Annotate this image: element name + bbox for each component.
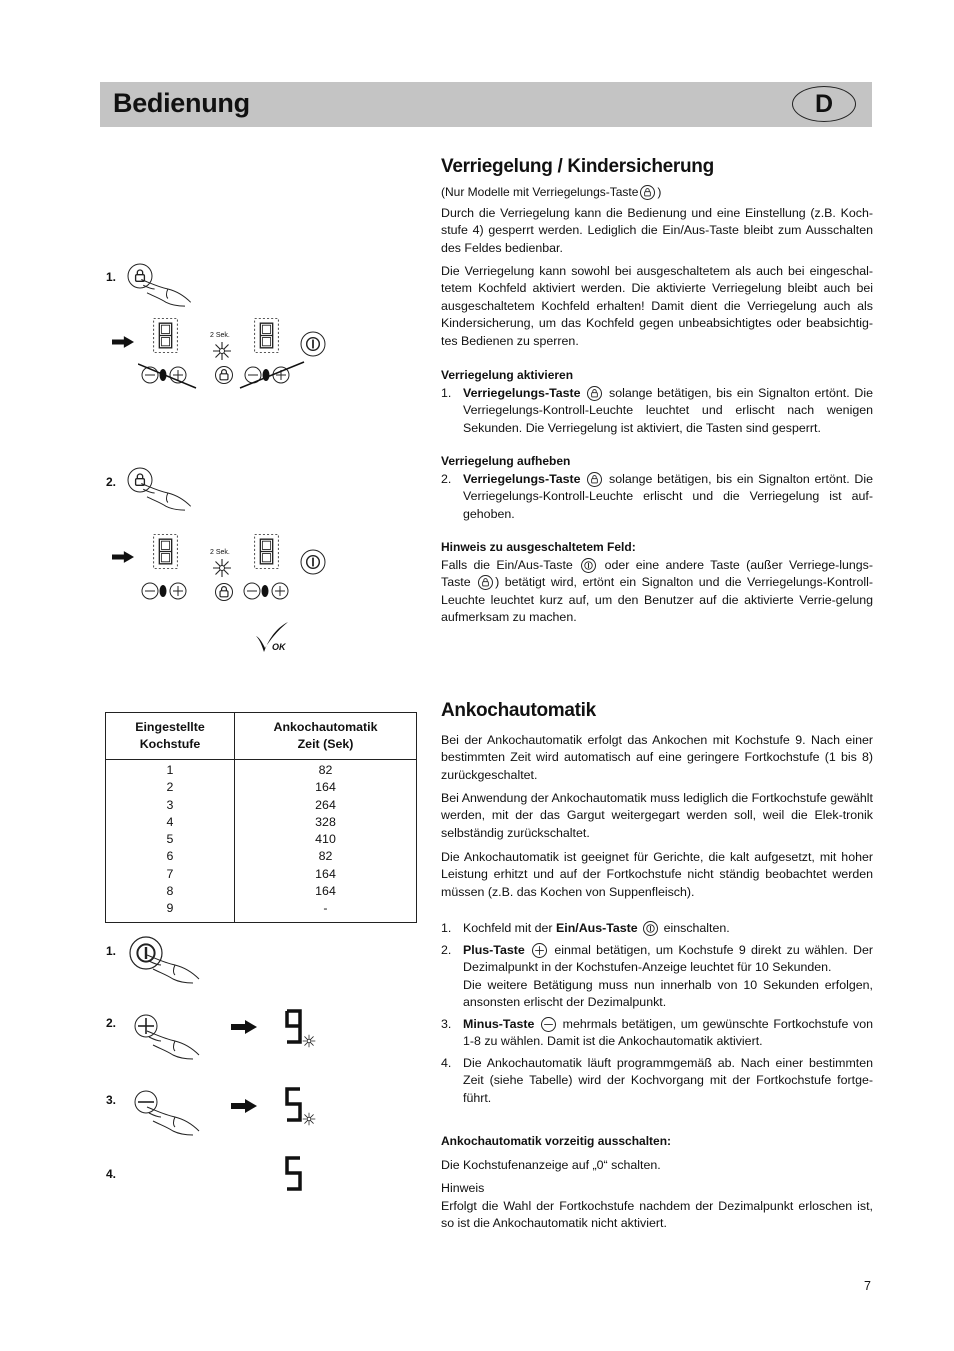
display-digit-icon: [254, 318, 279, 353]
table-row: [106, 900, 417, 922]
crossed-control-panel-icon: [138, 360, 198, 390]
table-row: [106, 883, 417, 900]
arrow-right-icon: [231, 1020, 257, 1034]
table-row: [106, 866, 417, 883]
auto-boil-table: [105, 712, 417, 923]
ok-label: OK: [272, 642, 286, 652]
table-cell: 410: [235, 831, 417, 848]
table-row: [106, 797, 417, 814]
table-row: [106, 779, 417, 796]
arrow-right-icon: [231, 1099, 257, 1113]
table-cell: 82: [235, 760, 417, 780]
display-digit-icon: [254, 534, 279, 569]
hint-paragraph: Falls die Ein/Aus-Taste oder eine andere Taste (außer Verriege-lungs-Taste ) betätigt wird, ertönt ein Signalton und die Verriegelungs-Kontroll-Leuchte leuchtet kurz auf, um den Benutzer auf die aktivierte Verrie-gelung aufmerksam zu machen.: [441, 558, 874, 625]
finger-press-power-icon: [128, 935, 204, 985]
table-cell: 6: [106, 848, 235, 865]
control-panel-icon: [141, 581, 191, 601]
lock-icon: [587, 386, 602, 401]
table-cell: 4: [106, 814, 235, 831]
power-icon: [643, 921, 658, 936]
table-cell: 8: [106, 883, 235, 900]
finger-press-minus-icon: [133, 1089, 203, 1137]
activate-step: 1. Verriegelungs-Taste solange betätigen, bis ein Signalton ertönt. Die Verriegelungs-Kontroll-Leuchte leuchtet und erlischt nach wenigen Sekunden. Die Verriegelung ist aktiviert, die Tasten sind gesperrt.: [441, 386, 873, 435]
display-nine-dot-icon: [284, 1008, 318, 1052]
power-button-icon: [300, 549, 326, 575]
page-number: 7: [864, 1279, 871, 1293]
auto-step-4: 4. Die Ankochautomatik läuft programmgemäß ab. Nach einer bestimmten Zeit (siehe Tabelle) wird der Kochvorgang mit der Fortkochstufe fortge-führt.: [441, 1056, 873, 1105]
arrow-right-icon: [112, 550, 134, 564]
lock-paragraph-1: Durch die Verriegelung kann die Bedienung und eine Einstellung (z.B. Koch-stufe 4) gesperrt werden. Lediglich die Ein/Aus-Taste bleibt zum Ausschalten des Feldes bedienbar.: [441, 206, 873, 255]
auto-step-1: 1. Kochfeld mit der Ein/Aus-Taste einschalten.: [441, 921, 730, 935]
display-five-icon: [284, 1155, 306, 1195]
table-cell: 164: [235, 866, 417, 883]
section-title-lock: Verriegelung / Kindersicherung: [441, 156, 714, 177]
table-row: [106, 831, 417, 848]
early-off-heading: Ankochautomatik vorzeitig ausschalten:: [441, 1134, 672, 1148]
auto-paragraph-3: Die Ankochautomatik ist geeignet für Gerichte, die kalt aufgesetzt, mit hoher Leistung erhitzt und auf der Fortkochstufe nicht ständig beobachtet werden müssen (z.B. das Kochen von Suppenfleisch).: [441, 850, 873, 899]
timer-label: 2 Sek.: [210, 332, 230, 339]
table-header-level: Eingestellte Kochstufe: [106, 713, 235, 760]
display-digit-icon: [153, 318, 178, 353]
language-badge: D: [792, 86, 856, 122]
table-cell: -: [235, 900, 417, 922]
note-text: Erfolgt die Wahl der Fortkochstufe nachdem der Dezimalpunkt erloschen ist, so ist die Ankochautomatik nicht aktiviert.: [441, 1199, 873, 1231]
table-cell: 82: [235, 848, 417, 865]
display-five-dot-icon: [284, 1086, 318, 1130]
activate-heading: Verriegelung aktivieren: [441, 368, 574, 382]
table-cell: 9: [106, 900, 235, 922]
lock-button-icon: [214, 582, 234, 602]
table-header-time: Ankochautomatik Zeit (Sek): [235, 713, 417, 760]
auto-figure-step-2-label: 2.: [106, 1016, 117, 1030]
lock-icon: [587, 472, 602, 487]
table-cell: 1: [106, 760, 235, 780]
auto-step-2: 2. Plus-Taste einmal betätigen, um Kochstufe 9 direkt zu wählen. Der Dezimalpunkt in der Kochstufen-Anzeige leuchtet für 10 Sekunden. Die weitere Betätigung muss nun innerhalb von 10 Sekunden erfolgen, ansonsten erlischt der Dezimalpunkt.: [441, 943, 873, 1010]
auto-figure-step-3-label: 3.: [106, 1093, 117, 1107]
display-digit-icon: [153, 534, 178, 569]
blink-icon: [212, 558, 232, 578]
blink-icon: [212, 341, 232, 361]
lock-model-note: (Nur Modelle mit Verriegelungs-Taste ): [441, 185, 662, 199]
table-cell: 164: [235, 883, 417, 900]
page-title: Bedienung: [113, 88, 250, 118]
auto-boil-table-wrapper: [105, 712, 417, 923]
crossed-control-panel-icon: [238, 360, 306, 390]
auto-paragraph-1: Bei der Ankochautomatik erfolgt das Ankochen mit Kochstufe 9. Nach einer bestimmten Zeit wird automatisch auf eine geringere Fortkochstufe (1 bis 8) zurückgeschaltet.: [441, 733, 873, 782]
table-cell: 2: [106, 779, 235, 796]
lock-paragraph-2: Die Verriegelung kann sowohl bei ausgeschaltetem als auch bei eingeschal-tetem Kochfeld aktiviert werden. Die aktivierte Verriegelung bleibt auch bei ausgeschaltetem Kochfeld erhalten! Damit dient die Verriegelung auch als Kindersicherung, um das Kochfeld gegen unbeabsichtigtes oder beabsichtig-tes Bedienen zu sperren.: [441, 264, 873, 348]
power-button-icon: [300, 331, 326, 357]
section-title-auto: Ankochautomatik: [441, 700, 596, 721]
auto-step-3: 3. Minus-Taste mehrmals betätigen, um gewünschte Fortkochstufe von 1-8 zu wählen. Damit ist die Ankochautomatik aktiviert.: [441, 1017, 873, 1049]
lock-icon: [478, 575, 493, 590]
timer-label: 2 Sek.: [210, 549, 230, 556]
lock-button-icon: [214, 365, 234, 385]
figure-step-1-label: 1.: [106, 270, 117, 284]
table-header-row: [106, 713, 417, 760]
note-label: Hinweis: [441, 1181, 485, 1195]
arrow-right-icon: [112, 335, 134, 349]
control-panel-icon: [243, 581, 293, 601]
table-cell: 264: [235, 797, 417, 814]
release-heading: Verriegelung aufheben: [441, 454, 571, 468]
finger-press-lock-icon: [126, 466, 196, 512]
table-row: [106, 848, 417, 865]
lock-icon: [640, 185, 655, 200]
early-off-text: Die Kochstufenanzeige auf „0“ schalten.: [441, 1158, 661, 1172]
auto-figure-step-1-label: 1.: [106, 944, 117, 958]
table-cell: 3: [106, 797, 235, 814]
table-row: [106, 814, 417, 831]
auto-paragraph-2: Bei Anwendung der Ankochautomatik muss lediglich die Fortkochstufe gewählt werden, mit der das Gargut weitergegart werden soll, weil die Elek-tronik selbständig zurückschaltet.: [441, 791, 873, 840]
power-icon: [581, 558, 596, 573]
table-row: [106, 760, 417, 780]
minus-icon: [541, 1017, 556, 1032]
finger-press-plus-icon: [133, 1013, 203, 1061]
table-cell: 164: [235, 779, 417, 796]
table-cell: 5: [106, 831, 235, 848]
release-step: 2. Verriegelungs-Taste solange betätigen, bis ein Signalton ertönt. Die Verriegelungs-Kontroll-Leuchte erlischt und die Verriegelung ist auf-gehoben.: [441, 472, 873, 521]
table-cell: 7: [106, 866, 235, 883]
figure-step-2-label: 2.: [106, 475, 117, 489]
plus-icon: [532, 943, 547, 958]
hint-heading: Hinweis zu ausgeschaltetem Feld:: [441, 540, 636, 554]
table-cell: 328: [235, 814, 417, 831]
finger-press-lock-icon: [126, 262, 196, 308]
auto-figure-step-4-label: 4.: [106, 1167, 117, 1181]
